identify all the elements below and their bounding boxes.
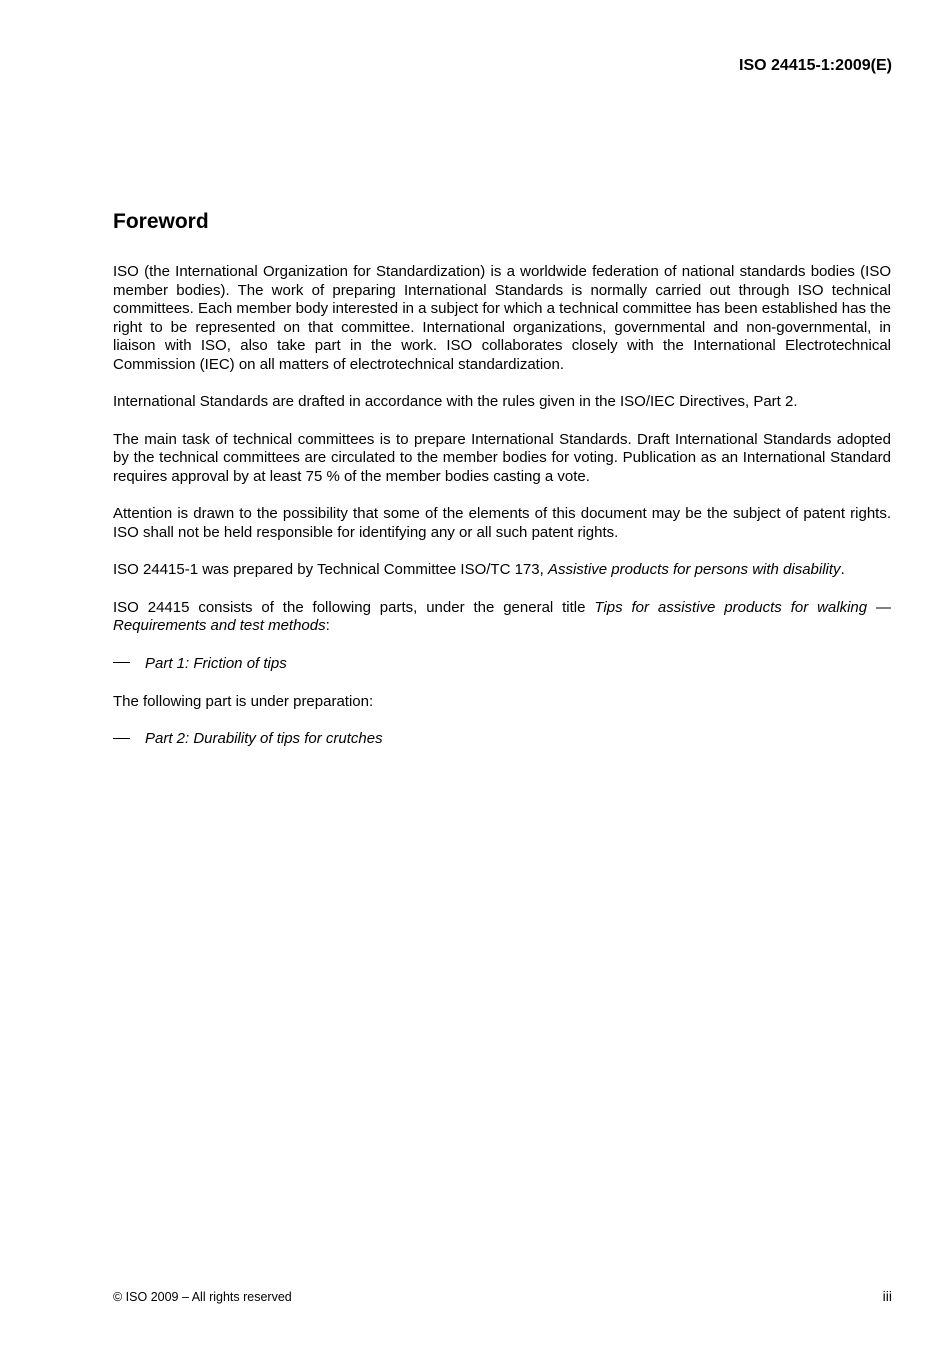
- prepared-by-end: .: [840, 561, 845, 579]
- list-item-part-2: [113, 730, 891, 749]
- paragraph-parts-intro: [113, 599, 891, 636]
- prepared-by-text: ISO 24415-1 was prepared by Technical Committee ISO/TC 173,: [113, 561, 548, 579]
- paragraph-committee-task: The main task of technical committees is to prepare International Standards. Draft International Standards adopted by the technical committees are circulated to the member bodies for voting. Publication as an International Standard requires approval by at least 75 % of the member bodies casting a vote.: [113, 430, 891, 485]
- paragraph-prepared-by: [113, 561, 891, 580]
- parts-intro-end: :: [325, 617, 330, 635]
- list-item-part-1: [113, 655, 891, 674]
- paragraph-directives: International Standards are drafted in accordance with the rules given in the ISO/IEC Directives, Part 2.: [113, 393, 798, 411]
- page-number: iii: [882, 1288, 892, 1304]
- copyright-notice: © ISO 2009 – All rights reserved: [113, 1290, 292, 1304]
- part-1-label: Part 1: Friction of tips: [145, 654, 287, 672]
- dash-icon: [113, 655, 133, 674]
- part-2-label: Part 2: Durability of tips for crutches: [145, 730, 383, 748]
- foreword-section: [113, 208, 891, 768]
- paragraph-under-preparation: The following part is under preparation:: [113, 692, 374, 710]
- section-title: Foreword: [113, 210, 209, 233]
- paragraph-patent-rights: Attention is drawn to the possibility that some of the elements of this document may be the subject of patent rights. ISO shall not be held responsible for identifying any or all such patent rights.: [113, 505, 891, 541]
- committee-title: Assistive products for persons with disability: [547, 561, 841, 579]
- parts-intro-text: ISO 24415 consists of the following parts, under the general title: [113, 598, 595, 616]
- paragraph-iso-overview: ISO (the International Organization for Standardization) is a worldwide federation of national standards bodies (ISO member bodies). The work of preparing International Standards is normally carried out through ISO technical committees. Each member body interested in a subject for which a technical committee has been established has the right to be represented on that committee. International organizations, governmental and non-governmental, in liaison with ISO, also take part in the work. ISO collaborates closely with the International Electrotechnical Commission (IEC) on all matters of electrotechnical standardization.: [113, 263, 891, 373]
- general-title: Tips for assistive products for walking — Requirements and test methods: [113, 598, 892, 635]
- dash-icon: [113, 730, 133, 749]
- document-identifier: ISO 24415-1:2009(E): [739, 57, 892, 74]
